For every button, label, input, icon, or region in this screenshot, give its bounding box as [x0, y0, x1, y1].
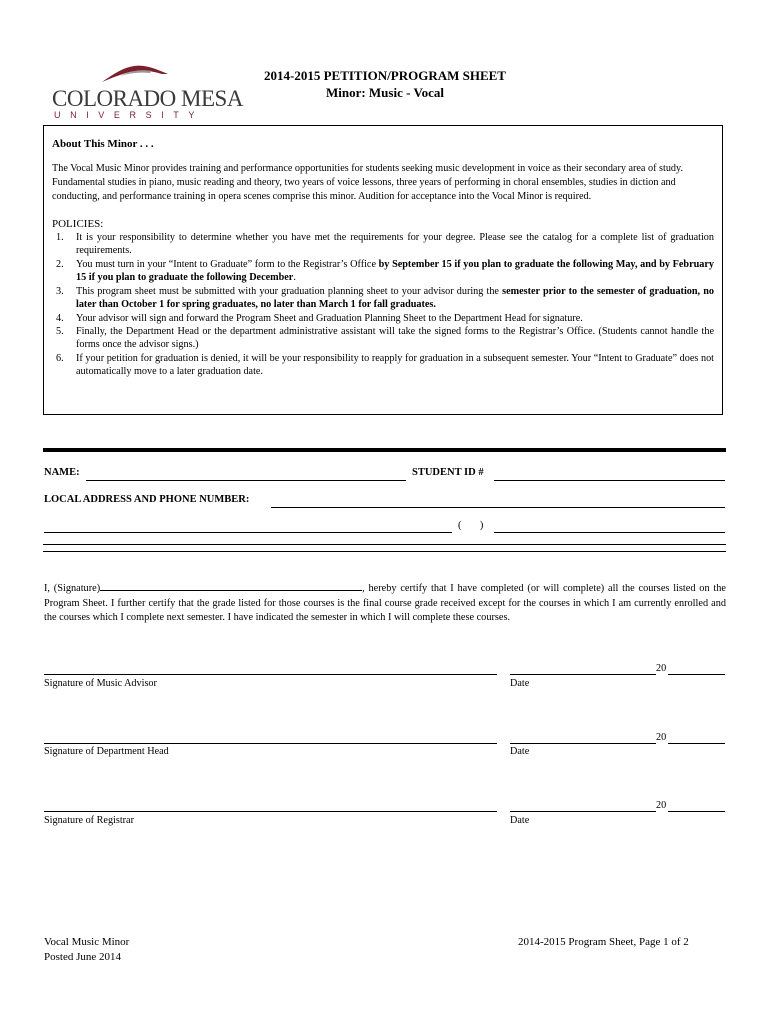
university-logo [52, 62, 243, 122]
certification-statement: I, (Signature) , hereby certify that I have completed (or will complete) all the courses listed on the Program Sheet. I further certify that the grade listed for those courses is the final course grade received except for the courses in which I am currently enrolled and the courses which I complete next semester. I have indicated the semester in which I will complete these courses. [44, 580, 726, 626]
registrar-date-line[interactable] [510, 799, 656, 812]
address-line-2-field[interactable] [44, 520, 452, 533]
form-rule-top [43, 544, 726, 545]
registrar-year-prefix: 20 [656, 800, 667, 811]
name-label: NAME: [44, 467, 80, 478]
department-head-year-line[interactable] [668, 731, 725, 744]
student-id-field[interactable] [494, 468, 725, 481]
registrar-date-label: Date [510, 815, 530, 826]
phone-field[interactable] [494, 520, 725, 533]
department-head-signature-line[interactable] [44, 731, 497, 744]
address-label: LOCAL ADDRESS AND PHONE NUMBER: [44, 494, 250, 505]
phone-area-code: ( ) [458, 520, 484, 531]
mesa-mountain-icon [100, 62, 170, 84]
policy-item: 4. Your advisor will sign and forward the Program Sheet and Graduation Planning Sheet to the Department Head for signature. [56, 312, 583, 324]
advisor-date-label: Date [510, 678, 530, 689]
certification-signature-field[interactable] [100, 580, 362, 591]
registrar-signature-label: Signature of Registrar [44, 815, 134, 826]
policy-item: 1. It is your responsibility to determine whether you have met the requirements for your degree. Please see the catalog for a complete list of graduation requirements. [56, 231, 714, 257]
advisor-year-line[interactable] [668, 662, 725, 675]
policies-list [52, 231, 714, 379]
policies-heading: POLICIES: [52, 217, 104, 230]
policy-item: 5. Finally, the Department Head or the department administrative assistant will take the signed forms to the Registrar’s Office. (Students cannot handle the forms once the advisor signs.) [56, 326, 714, 351]
policy-item: 2. You must turn in your “Intent to Graduate” form to the Registrar’s Office by September 15 if you plan to graduate the following May, and by February 15 if you plan to graduate the following December. [56, 258, 714, 284]
about-minor-box [43, 125, 723, 415]
policy-item: 6. If your petition for graduation is denied, it will be your responsibility to reapply for graduation in a subsequent semester. Your “Intent to Graduate” does not automatically move to a later graduation date. [56, 352, 714, 378]
about-description: The Vocal Music Minor provides training and performance opportunities for students seeking music development in voice as their secondary area of study. Fundamental studies in piano, music reading and theory, two years of voice lessons, three years of performing in choral ensembles, studies in diction and conducting, and performance training in opera scenes comprise this minor. Audition for acceptance into the Vocal Minor is required. [52, 163, 683, 203]
about-heading: About This Minor . . . [52, 138, 154, 150]
logo-wordmark: COLORADO MESA [52, 86, 243, 111]
logo-subtitle: UNIVERSITY [54, 110, 205, 120]
form-rule-bottom [43, 551, 726, 552]
department-head-date-label: Date [510, 746, 530, 757]
department-head-year-prefix: 20 [656, 732, 667, 743]
page-subtitle: Minor: Music - Vocal [325, 85, 445, 100]
footer-page-number: 2014-2015 Program Sheet, Page 1 of 2 [518, 936, 689, 948]
page-title: 2014-2015 PETITION/PROGRAM SHEET [264, 68, 506, 83]
name-field[interactable] [86, 468, 406, 481]
department-head-signature-label: Signature of Department Head [44, 746, 169, 757]
section-divider [43, 448, 726, 452]
footer-program-name: Vocal Music Minor [44, 936, 130, 948]
address-field[interactable] [271, 495, 725, 508]
policy-item: 3. This program sheet must be submitted with your graduation planning sheet to your advisor during the semester prior to the semester of graduation, no later than October 1 for spring graduates, no later than March 1 for fall graduates. [56, 285, 714, 311]
footer-posted-date: Posted June 2014 [44, 951, 121, 963]
department-head-date-line[interactable] [510, 731, 656, 744]
advisor-signature-line[interactable] [44, 662, 497, 675]
registrar-signature-line[interactable] [44, 799, 497, 812]
advisor-date-line[interactable] [510, 662, 656, 675]
registrar-year-line[interactable] [668, 799, 725, 812]
student-id-label: STUDENT ID # [412, 467, 484, 478]
advisor-year-prefix: 20 [656, 663, 667, 674]
advisor-signature-label: Signature of Music Advisor [44, 678, 157, 689]
